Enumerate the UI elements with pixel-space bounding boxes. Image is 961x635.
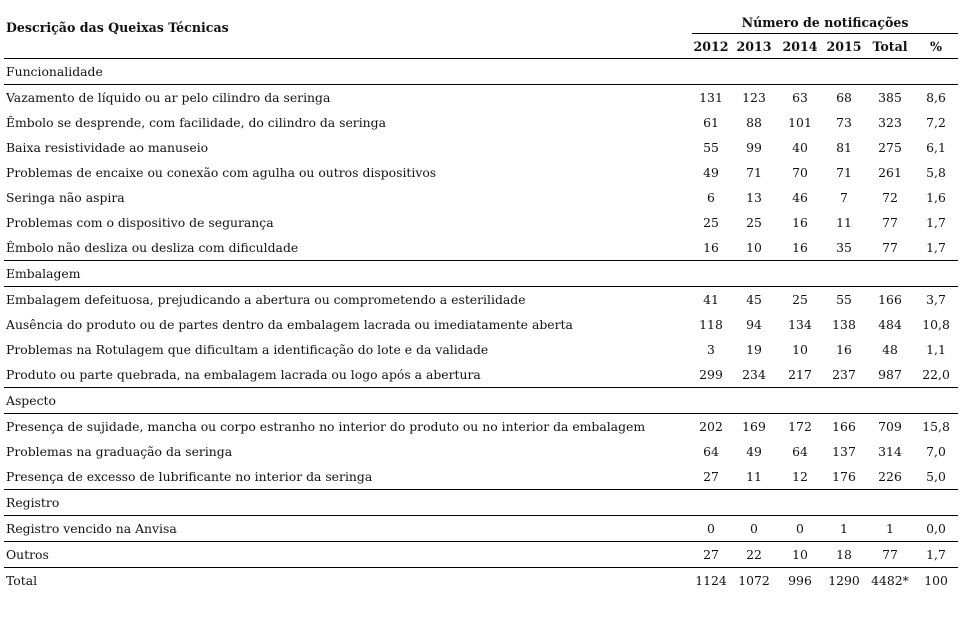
cell-2014: 10 <box>778 542 822 568</box>
table-row <box>4 337 958 362</box>
row-label: Ausência do produto ou de partes dentro da embalagem lacrada ou imediatamente aberta <box>6 317 573 332</box>
cell-total: 987 <box>866 362 914 388</box>
table-row <box>4 210 958 235</box>
cell-2015: 7 <box>840 190 848 205</box>
cell-2015: 11 <box>836 215 852 230</box>
cell-2014: 0 <box>778 516 822 542</box>
cell-percent: 1,7 <box>926 215 946 230</box>
row-label: Embalagem defeituosa, prejudicando a abertura ou comprometendo a esterilidade <box>6 292 526 307</box>
cell-2012: 16 <box>692 235 730 261</box>
cell-total: 484 <box>878 317 902 332</box>
cell-percent: 8,6 <box>926 90 946 105</box>
row-label: Problemas na graduação da seringa <box>6 444 233 459</box>
col-header-2014: 2014 <box>778 34 822 59</box>
cell-2015: 176 <box>822 464 866 490</box>
section-title: Registro <box>4 490 958 516</box>
cell-2013: 10 <box>730 235 778 261</box>
table-row <box>4 110 958 135</box>
cell-2014: 16 <box>792 215 808 230</box>
cell-percent: 6,1 <box>926 140 946 155</box>
cell-2013: 11 <box>730 464 778 490</box>
row-label: Seringa não aspira <box>6 190 125 205</box>
cell-2014: 25 <box>792 292 808 307</box>
cell-total: 261 <box>878 165 902 180</box>
cell-2015: 16 <box>836 342 852 357</box>
cell-total: 77 <box>866 235 914 261</box>
cell-2015: 68 <box>836 90 852 105</box>
cell-2015: 1 <box>822 516 866 542</box>
cell-2014: 172 <box>788 419 812 434</box>
row-label: Presença de excesso de lubrificante no interior da seringa <box>4 464 692 490</box>
cell-2013: 94 <box>746 317 762 332</box>
cell-2014: 134 <box>788 317 812 332</box>
cell-total: 323 <box>878 115 902 130</box>
total-row <box>4 568 958 594</box>
table-row <box>4 312 958 337</box>
section-title: Funcionalidade <box>4 59 958 85</box>
cell-2012: 27 <box>692 464 730 490</box>
cell-percent: 1,7 <box>914 542 958 568</box>
cell-2012: 61 <box>703 115 719 130</box>
row-label: Total <box>6 573 38 588</box>
table-row <box>4 135 958 160</box>
cell-2015: 237 <box>822 362 866 388</box>
section-title: Embalagem <box>4 261 958 287</box>
col-header-percent: % <box>914 34 958 59</box>
table-row <box>4 160 958 185</box>
cell-2015: 35 <box>822 235 866 261</box>
table-row <box>4 516 958 542</box>
cell-2012: 299 <box>692 362 730 388</box>
row-label: Êmbolo não desliza ou desliza com dificuldade <box>4 235 692 261</box>
cell-2014: 70 <box>792 165 808 180</box>
cell-2012: 1124 <box>695 573 727 588</box>
cell-2015: 137 <box>832 444 856 459</box>
cell-2014: 16 <box>778 235 822 261</box>
cell-percent: 3,7 <box>926 292 946 307</box>
cell-2013: 25 <box>746 215 762 230</box>
table-row <box>4 185 958 210</box>
row-label: Vazamento de líquido ou ar pelo cilindro da seringa <box>6 90 331 105</box>
cell-2013: 49 <box>746 444 762 459</box>
cell-2015: 73 <box>836 115 852 130</box>
cell-2012: 3 <box>707 342 715 357</box>
cell-percent: 0,0 <box>914 516 958 542</box>
cell-2013: 88 <box>746 115 762 130</box>
row-label: Problemas com o dispositivo de segurança <box>6 215 274 230</box>
cell-2012: 118 <box>699 317 723 332</box>
cell-percent: 1,7 <box>914 235 958 261</box>
table-body <box>4 59 958 594</box>
table-row <box>4 85 958 111</box>
cell-percent: 5,8 <box>926 165 946 180</box>
row-label: Baixa resistividade ao manuseio <box>6 140 209 155</box>
cell-total: 709 <box>878 419 902 434</box>
cell-percent: 7,0 <box>926 444 946 459</box>
row-label: Problemas de encaixe ou conexão com agulha ou outros dispositivos <box>6 165 437 180</box>
cell-total: 48 <box>882 342 898 357</box>
cell-2014: 63 <box>792 90 808 105</box>
cell-2013: 234 <box>730 362 778 388</box>
cell-2012: 6 <box>707 190 715 205</box>
cell-2014: 217 <box>778 362 822 388</box>
cell-total: 77 <box>882 215 898 230</box>
cell-2012: 25 <box>703 215 719 230</box>
cell-2015: 1290 <box>828 573 860 588</box>
cell-total: 4482* <box>871 573 909 588</box>
row-label: Registro vencido na Anvisa <box>4 516 692 542</box>
section-header-row <box>4 490 958 516</box>
cell-percent: 5,0 <box>914 464 958 490</box>
cell-2012: 41 <box>703 292 719 307</box>
section-header-row <box>4 388 958 414</box>
cell-2014: 10 <box>792 342 808 357</box>
cell-2014: 12 <box>778 464 822 490</box>
cell-2014: 996 <box>788 573 812 588</box>
section-header-row <box>4 59 958 85</box>
row-label: Problemas na Rotulagem que dificultam a identificação do lote e da validade <box>6 342 489 357</box>
col-header-2013: 2013 <box>730 34 778 59</box>
table-row <box>4 464 958 490</box>
cell-percent: 100 <box>924 573 948 588</box>
complaints-table <box>4 0 958 593</box>
cell-2013: 13 <box>746 190 762 205</box>
cell-2013: 123 <box>742 90 766 105</box>
cell-2015: 81 <box>836 140 852 155</box>
others-row <box>4 542 958 568</box>
cell-2013: 1072 <box>738 573 770 588</box>
cell-percent: 7,2 <box>926 115 946 130</box>
cell-2015: 71 <box>836 165 852 180</box>
row-label: Presença de sujidade, mancha ou corpo estranho no interior do produto ou no interior da embalagem <box>6 419 646 434</box>
cell-2013: 71 <box>746 165 762 180</box>
section-header-row <box>4 261 958 287</box>
cell-percent: 22,0 <box>914 362 958 388</box>
row-label: Êmbolo se desprende, com facilidade, do cilindro da seringa <box>6 115 386 130</box>
cell-2014: 46 <box>792 190 808 205</box>
cell-2013: 19 <box>746 342 762 357</box>
row-label: Produto ou parte quebrada, na embalagem lacrada ou logo após a abertura <box>4 362 692 388</box>
cell-percent: 1,6 <box>926 190 946 205</box>
cell-percent: 10,8 <box>922 317 950 332</box>
cell-2015: 166 <box>832 419 856 434</box>
cell-percent: 1,1 <box>926 342 946 357</box>
cell-2012: 27 <box>692 542 730 568</box>
complaints-table-container <box>4 0 958 593</box>
table-row <box>4 362 958 388</box>
col-header-total: Total <box>866 34 914 59</box>
cell-total: 275 <box>878 140 902 155</box>
cell-2014: 101 <box>788 115 812 130</box>
col-header-2015: 2015 <box>822 34 866 59</box>
cell-total: 77 <box>866 542 914 568</box>
cell-2013: 22 <box>730 542 778 568</box>
cell-2012: 64 <box>703 444 719 459</box>
cell-2015: 138 <box>832 317 856 332</box>
table-row <box>4 287 958 313</box>
notifications-group-header: Número de notificações <box>692 0 958 34</box>
table-row <box>4 414 958 440</box>
cell-total: 385 <box>878 90 902 105</box>
table-row <box>4 235 958 261</box>
cell-total: 72 <box>882 190 898 205</box>
cell-2012: 131 <box>699 90 723 105</box>
description-header: Descrição das Queixas Técnicas <box>4 0 692 59</box>
cell-2013: 99 <box>746 140 762 155</box>
cell-2013: 45 <box>746 292 762 307</box>
cell-percent: 15,8 <box>922 419 950 434</box>
cell-2015: 55 <box>836 292 852 307</box>
cell-2012: 0 <box>692 516 730 542</box>
cell-total: 314 <box>878 444 902 459</box>
cell-2012: 49 <box>703 165 719 180</box>
cell-2015: 18 <box>822 542 866 568</box>
cell-total: 226 <box>866 464 914 490</box>
cell-2013: 169 <box>742 419 766 434</box>
row-label: Outros <box>4 542 692 568</box>
cell-total: 166 <box>878 292 902 307</box>
cell-total: 1 <box>866 516 914 542</box>
cell-2012: 202 <box>699 419 723 434</box>
cell-2012: 55 <box>703 140 719 155</box>
cell-2014: 40 <box>792 140 808 155</box>
section-title: Aspecto <box>4 388 958 414</box>
cell-2014: 64 <box>792 444 808 459</box>
cell-2013: 0 <box>730 516 778 542</box>
col-header-2012: 2012 <box>692 34 730 59</box>
table-row <box>4 439 958 464</box>
